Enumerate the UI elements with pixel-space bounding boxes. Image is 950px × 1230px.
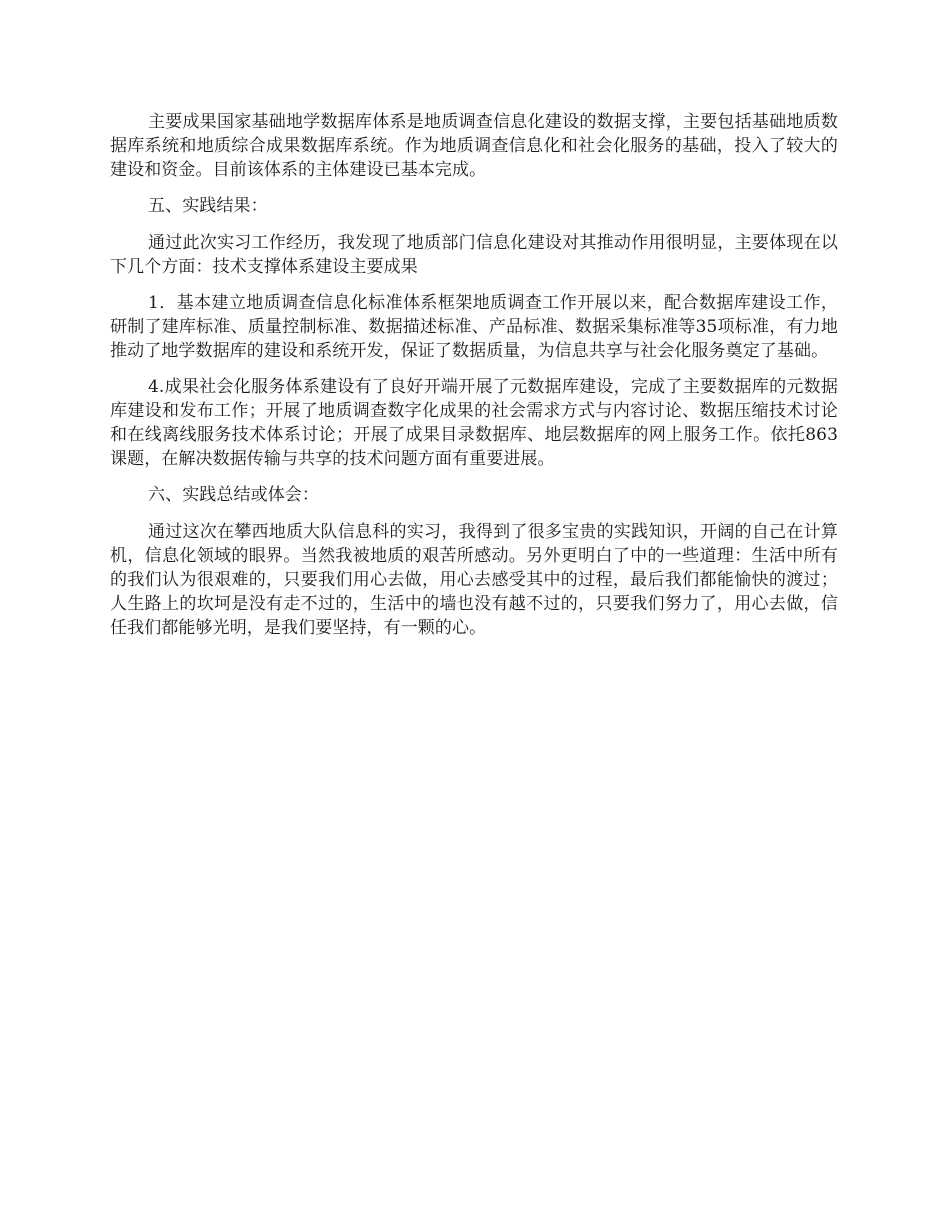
paragraph-social-service-system: 4.成果社会化服务体系建设有了良好开端开展了元数据库建设，完成了主要数据库的元数据库建设和发布工作；开展了地质调查数字化成果的社会需求方式与内容讨论、数据压缩技术讨论和在线离线服务技术体系讨论；开展了成果目录数据库、地层数据库的网上服务工作。依托863课题，在解决数据传输与共享的技术问题方面有重要进展。 (110, 377, 838, 469)
section-heading-practice-results: 五、实践结果： (148, 196, 268, 216)
section-heading-summary: 六、实践总结或体会： (148, 485, 319, 505)
paragraph-standards-framework: 1．基本建立地质调查信息化标准体系框架地质调查工作开展以来，配合数据库建设工作，研制了建库标准、质量控制标准、数据描述标准、产品标准、数据采集标准等35项标准，有力地推动了地学数据库的建设和系统开发，保证了数据质量，为信息共享与社会化服务奠定了基础。 (110, 293, 838, 361)
document-page (110, 110, 838, 652)
paragraph-main-results: 主要成果国家基础地学数据库体系是地质调查信息化建设的数据支撑，主要包括基础地质数据库系统和地质综合成果数据库系统。作为地质调查信息化和社会化服务的基础，投入了较大的建设和资金。目前该体系的主体建设已基本完成。 (110, 112, 838, 180)
paragraph-reflection: 通过这次在攀西地质大队信息科的实习，我得到了很多宝贵的实践知识，开阔的自己在计算机，信息化领域的眼界。当然我被地质的艰苦所感动。另外更明白了中的一些道理：生活中所有的我们认为很艰难的，只要我们用心去做，用心去感受其中的过程，最后我们都能愉快的渡过；人生路上的坎坷是没有走不过的，生活中的墙也没有越不过的，只要我们努力了，用心去做，信任我们都能够光明，是我们要坚持，有一颗的心。 (110, 522, 838, 638)
paragraph-internship-experience: 通过此次实习工作经历，我发现了地质部门信息化建设对其推动作用很明显，主要体现在以下几个方面：技术支撑体系建设主要成果 (110, 233, 838, 277)
